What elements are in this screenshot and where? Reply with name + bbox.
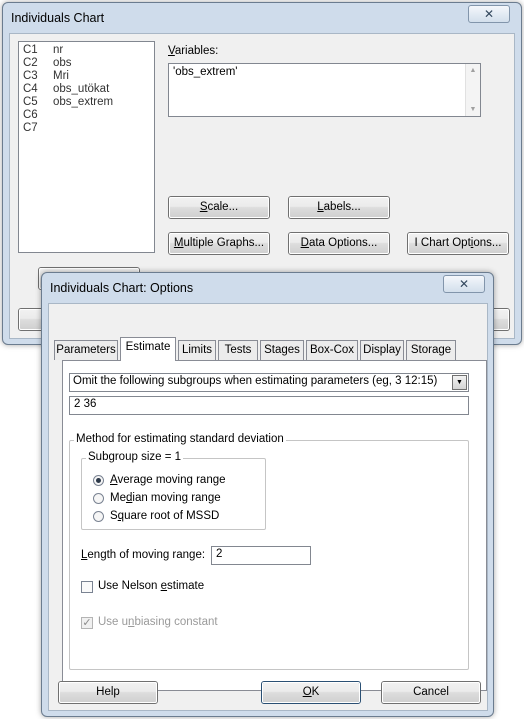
close-icon: ✕ [458, 277, 470, 291]
moving-range-value: 2 [216, 548, 223, 560]
tab-label: Display [363, 344, 401, 356]
multiple-graphs-button[interactable] [168, 232, 270, 255]
radio-button[interactable] [93, 475, 104, 486]
options-dialog [41, 272, 494, 717]
tab-estimate[interactable] [120, 337, 176, 361]
column-id: C6 [23, 109, 38, 121]
ichart-options-label: ons... [473, 237, 502, 249]
column-id: C3 [23, 70, 38, 82]
radio-label-rest: ian moving range [132, 492, 221, 504]
radio-label-pre: Me [110, 492, 126, 504]
ichart-options-mnemonic: i [470, 237, 474, 249]
cancel-button[interactable] [381, 681, 481, 704]
column-item-c2[interactable] [23, 57, 72, 69]
column-name: nr [53, 44, 64, 56]
variables-input[interactable] [168, 63, 481, 117]
close-button[interactable] [443, 275, 485, 293]
radio-label-pre: S [110, 510, 118, 522]
column-id: C4 [23, 83, 38, 95]
column-name: Mri [53, 70, 69, 82]
nelson-label-mnemonic: e [160, 580, 168, 592]
radio-button[interactable] [93, 511, 104, 522]
column-name: obs [53, 57, 72, 69]
scroll-up-icon[interactable]: ▲ [469, 67, 477, 74]
tab-label: Limits [181, 344, 213, 356]
ichart-options-pre: I Chart Opt [414, 237, 471, 249]
nelson-label-rest: stimate [167, 580, 205, 592]
column-id: C7 [23, 122, 38, 134]
scale-button[interactable] [168, 196, 270, 219]
ok-button[interactable] [261, 681, 361, 704]
data-options-label: ata Options... [308, 237, 378, 249]
moving-range-label [81, 549, 205, 561]
tab-limits[interactable] [178, 340, 216, 360]
subgroups-input[interactable] [69, 396, 469, 415]
unbiasing-label-pre: Use u [98, 616, 129, 628]
dialog-title: Individuals Chart: Options [50, 281, 194, 295]
dialog-client [48, 303, 488, 711]
ok-label: K [311, 686, 320, 698]
column-id: C1 [23, 44, 38, 56]
variables-value: 'obs_extrem' [173, 66, 238, 78]
radio-label-rest: verage moving range [117, 474, 226, 486]
column-name: obs_extrem [53, 96, 114, 108]
moving-range-input[interactable] [211, 546, 311, 565]
radio-label [110, 510, 219, 522]
tab-storage[interactable] [406, 340, 456, 360]
column-id: C2 [23, 57, 38, 69]
unbiasing-label-rest: biasing constant [134, 616, 218, 628]
tab-label: Stages [264, 344, 300, 356]
multiple-graphs-label: ultiple Graphs... [183, 237, 265, 249]
tab-tests[interactable] [218, 340, 258, 360]
radio-button[interactable] [93, 493, 104, 504]
help-button[interactable] [58, 681, 158, 704]
tab-display[interactable] [360, 340, 404, 360]
scroll-down-icon[interactable]: ▼ [469, 106, 477, 113]
checkbox-label [98, 580, 204, 592]
scale-mnemonic: S [199, 201, 208, 213]
column-item-c5[interactable] [23, 96, 113, 108]
column-item-c6[interactable] [23, 109, 53, 121]
radio-label-mnemonic: A [110, 474, 118, 486]
data-options-button[interactable] [288, 232, 390, 255]
tab-parameters[interactable] [54, 340, 118, 360]
radio-dot [96, 478, 101, 483]
radio-label-mnemonic: q [117, 510, 125, 522]
radio-label-rest: uare root of MSSD [124, 510, 220, 522]
chevron-down-icon[interactable]: ▼ [452, 375, 467, 390]
data-options-mnemonic: D [300, 237, 309, 249]
moving-range-label-rest: ength of moving range: [87, 549, 206, 561]
variables-scrollbar[interactable] [465, 64, 480, 116]
tab-stages[interactable] [260, 340, 304, 360]
unbiasing-label-mnemonic: n [128, 616, 135, 628]
method-group-label: Method for estimating standard deviation [76, 433, 284, 445]
subgroup-size-label: Subgroup size = 1 [88, 451, 182, 463]
columns-list[interactable] [18, 41, 155, 253]
tab-label: Tests [224, 344, 252, 356]
omit-subgroups-selected: Omit the following subgroups when estimating parameters (eg, 3 12:15) [73, 375, 438, 387]
ok-mnemonic: O [302, 686, 312, 698]
checkbox-box[interactable] [81, 581, 93, 593]
column-item-c3[interactable] [23, 70, 69, 82]
close-icon: ✕ [483, 7, 495, 21]
subgroups-value: 2 36 [74, 398, 97, 410]
nelson-label-pre: Use Nelson [98, 580, 161, 592]
tab-box-cox[interactable] [306, 340, 358, 360]
radio-label-mnemonic: d [125, 492, 133, 504]
scale-label: cale... [207, 201, 239, 213]
omit-subgroups-dropdown[interactable] [69, 373, 469, 392]
moving-range-mnemonic: L [81, 549, 88, 561]
labels-mnemonic: L [317, 201, 324, 213]
tab-label: Estimate [125, 341, 171, 353]
variables-label [168, 45, 218, 57]
close-button[interactable] [468, 5, 510, 23]
column-id: C5 [23, 96, 38, 108]
estimate-tab-panel [62, 360, 487, 691]
column-item-c4[interactable] [23, 83, 109, 95]
tab-label: Storage [410, 344, 452, 356]
column-item-c7[interactable] [23, 122, 53, 134]
ichart-options-button[interactable] [407, 232, 509, 255]
column-item-c1[interactable] [23, 44, 63, 56]
tab-label: Box-Cox [309, 344, 355, 356]
labels-button[interactable] [288, 196, 390, 219]
window-title: Individuals Chart [11, 11, 105, 25]
checkbox-box [81, 617, 93, 629]
radio-label [110, 474, 226, 486]
variables-label-mnemonic: V [168, 45, 175, 57]
help-label: Help [96, 686, 120, 698]
radio-label [110, 492, 221, 504]
column-name: obs_utökat [53, 83, 110, 95]
variables-label-post: ariables: [174, 45, 219, 57]
cancel-label: Cancel [413, 686, 449, 698]
checkmark-icon: ✓ [82, 617, 92, 629]
labels-label: abels... [323, 201, 361, 213]
multiple-graphs-mnemonic: M [173, 237, 184, 249]
checkbox-label [98, 616, 218, 628]
tab-label: Parameters [56, 344, 116, 356]
